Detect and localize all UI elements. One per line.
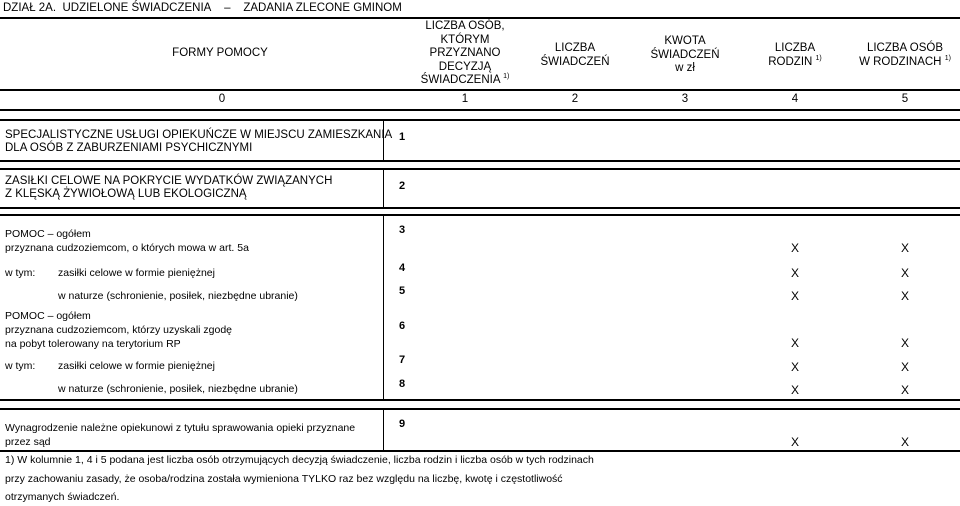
rule-r9-bottom bbox=[0, 450, 960, 452]
header-col1 bbox=[415, 20, 515, 88]
header-col4-line2: RODZIN bbox=[768, 55, 813, 68]
header-col2 bbox=[530, 42, 620, 69]
row-4-number: 4 bbox=[398, 262, 406, 274]
section-label: DZIAŁ 2A. bbox=[3, 2, 57, 14]
footnote-ref: 1) bbox=[503, 73, 510, 81]
row-3-x-col5: X bbox=[900, 241, 909, 255]
footnote-ref: 1) bbox=[815, 54, 822, 62]
row-5-number: 5 bbox=[398, 285, 406, 297]
row-1-line2: DLA OSÓB Z ZABURZENIAMI PSYCHICZNYMI bbox=[5, 142, 253, 154]
row-9-label bbox=[5, 421, 355, 449]
rule-r2-bottom bbox=[0, 207, 960, 209]
row-8-x-col5: X bbox=[900, 383, 909, 397]
row-6-x-col4: X bbox=[790, 336, 799, 350]
header-formy-pomocy: FORMY POMOCY bbox=[172, 47, 268, 59]
row-3-line1: POMOC – ogółem bbox=[5, 228, 91, 240]
row-9-line2: przez sąd bbox=[5, 436, 51, 448]
footnote-ref: 1) bbox=[944, 54, 951, 62]
row-6-line2: przyznana cudzoziemcom, którzy uzyskali zgodę bbox=[5, 324, 233, 336]
row-7-x-col5: X bbox=[900, 360, 909, 374]
rule-r2-top bbox=[0, 168, 960, 170]
row-6-line3: na pobyt tolerowany na terytorium RP bbox=[5, 338, 181, 350]
col-number-3: 3 bbox=[681, 93, 689, 105]
divider-r9 bbox=[383, 408, 384, 450]
rule-r9-top bbox=[0, 408, 960, 410]
row-3-label bbox=[5, 227, 249, 255]
title-dash: – bbox=[224, 2, 231, 14]
row-3-number: 3 bbox=[398, 224, 406, 236]
row-1-label bbox=[5, 129, 392, 155]
section-title bbox=[3, 2, 402, 15]
row-5-x-col4: X bbox=[790, 289, 799, 303]
header-col1-line4: DECYZJĄ bbox=[438, 60, 492, 73]
row-3-line2: przyznana cudzoziemcom, o których mowa w art. 5a bbox=[5, 242, 249, 254]
row-4-x-col4: X bbox=[790, 266, 799, 280]
rule-top bbox=[0, 17, 960, 19]
row-2-number: 2 bbox=[398, 180, 406, 192]
row-5-x-col5: X bbox=[900, 289, 909, 303]
row-7-x-col4: X bbox=[790, 360, 799, 374]
header-col2-line1: LICZBA bbox=[554, 42, 596, 54]
row-7-number: 7 bbox=[398, 354, 406, 366]
header-col3 bbox=[640, 35, 730, 76]
row-1-line1: SPECJALISTYCZNE USŁUGI OPIEKUŃCZE W MIEJSCU ZAMIESZKANIA bbox=[5, 129, 393, 141]
row-2-line1: ZASIŁKI CELOWE NA POKRYCIE WYDATKÓW ZWIĄZANYCH bbox=[5, 175, 333, 187]
divider-r2 bbox=[383, 168, 384, 207]
footnote bbox=[5, 455, 594, 504]
header-col3-line3: w zł bbox=[675, 62, 695, 74]
col-number-4: 4 bbox=[791, 93, 799, 105]
header-col3-line1: KWOTA bbox=[664, 35, 706, 47]
divider-r3-r8 bbox=[383, 214, 384, 399]
col-number-1: 1 bbox=[461, 93, 469, 105]
rule-r3-top bbox=[0, 214, 960, 216]
row-2-line2: Z KLĘSKĄ ŻYWIOŁOWĄ LUB EKOLOGICZNĄ bbox=[5, 188, 247, 200]
col-number-2: 2 bbox=[571, 93, 579, 105]
row-5-label: w naturze (schronienie, posiłek, niezbędne ubranie) bbox=[58, 290, 298, 302]
header-col4 bbox=[750, 42, 840, 69]
row-9-number: 9 bbox=[398, 418, 406, 430]
row-4-prefix: w tym: bbox=[5, 267, 36, 279]
footnote-line3: otrzymanych świadczeń. bbox=[5, 491, 120, 503]
row-6-number: 6 bbox=[398, 320, 406, 332]
header-col1-line5: ŚWIADCZENIA bbox=[420, 74, 500, 86]
row-6-label bbox=[5, 309, 232, 351]
footnote-line1: 1) W kolumnie 1, 4 i 5 podana jest liczba osób otrzymujących decyzją świadczenie, liczba rodzin i liczba osób w tych rodzinach bbox=[5, 454, 594, 466]
row-7-prefix: w tym: bbox=[5, 360, 36, 372]
row-4-label: zasiłki celowe w formie pieniężnej bbox=[58, 267, 215, 279]
row-4-x-col5: X bbox=[900, 266, 909, 280]
header-col2-line2: ŚWIADCZEŃ bbox=[540, 55, 610, 68]
rule-r1-bottom bbox=[0, 160, 960, 162]
row-2-label bbox=[5, 175, 332, 201]
row-8-number: 8 bbox=[398, 378, 406, 390]
header-col1-line1: LICZBA OSÓB, bbox=[425, 20, 505, 32]
row-9-x-col5: X bbox=[900, 435, 909, 449]
section-subtitle: ZADANIA ZLECONE GMINOM bbox=[243, 2, 402, 14]
header-col5 bbox=[855, 42, 955, 69]
row-3-x-col4: X bbox=[790, 241, 799, 255]
section-main-title: UDZIELONE ŚWIADCZENIA bbox=[62, 2, 212, 14]
row-7-label: zasiłki celowe w formie pieniężnej bbox=[58, 360, 215, 372]
row-9-x-col4: X bbox=[790, 435, 799, 449]
header-col1-line3: PRZYZNANO bbox=[429, 47, 501, 59]
header-col5-line2: W RODZINACH bbox=[859, 55, 942, 68]
rule-body-top bbox=[0, 119, 960, 121]
header-col3-line2: ŚWIADCZEŃ bbox=[650, 48, 720, 61]
row-8-label: w naturze (schronienie, posiłek, niezbędne ubranie) bbox=[58, 383, 298, 395]
row-6-line1: POMOC – ogółem bbox=[5, 310, 91, 322]
col-number-5: 5 bbox=[901, 93, 909, 105]
row-6-x-col5: X bbox=[900, 336, 909, 350]
rule-r8-bottom bbox=[0, 399, 960, 401]
header-col1-line2: KTÓRYM bbox=[440, 33, 490, 46]
row-1-number: 1 bbox=[398, 131, 406, 143]
header-col5-line1: LICZBA OSÓB bbox=[866, 42, 944, 54]
rule-header-bottom bbox=[0, 89, 960, 91]
col-number-0: 0 bbox=[218, 93, 226, 105]
rule-colnum-bottom bbox=[0, 109, 960, 111]
footnote-line2: przy zachowaniu zasady, że osoba/rodzina została wymieniona TYLKO raz bez względu na liczbę, kwotę i częstotliwość bbox=[5, 472, 563, 485]
row-8-x-col4: X bbox=[790, 383, 799, 397]
row-9-line1: Wynagrodzenie należne opiekunowi z tytułu sprawowania opieki przyznane bbox=[5, 422, 356, 434]
header-col4-line1: LICZBA bbox=[774, 42, 816, 54]
